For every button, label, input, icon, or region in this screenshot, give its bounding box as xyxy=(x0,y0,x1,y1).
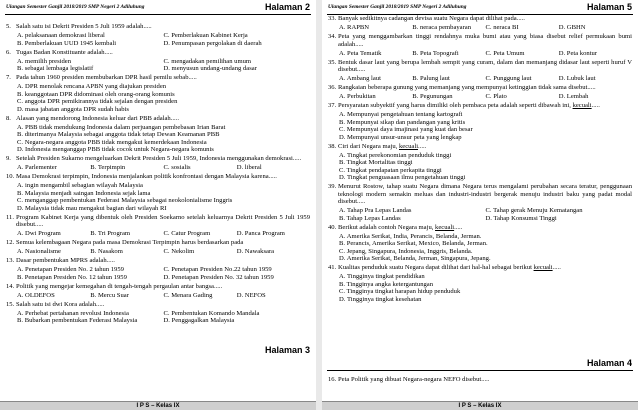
answer-option: C. Jepang, Singapura, Indonesia, Inggris, Belanda. xyxy=(339,247,473,255)
answer-option: B. Tri Program xyxy=(90,230,131,237)
answer-option: C. Menara Gading xyxy=(163,291,213,299)
question-text: Rangkaian beberapa gunung yang memanjang yang mempunyai ketinggian tidak sama disebut..... xyxy=(338,84,596,91)
answer-option: B. Penetapan Presiden No. 12 tahun 1959 xyxy=(17,273,127,281)
answer-options xyxy=(339,273,632,303)
answer-option: C. mengadakan pemilihan umum xyxy=(163,57,252,65)
left-footer: I P S – Kelas IX xyxy=(0,401,316,410)
answer-options xyxy=(17,124,310,154)
answer-option: C. Tingkat pendapatan perkapita tinggi xyxy=(339,166,442,174)
answer-options xyxy=(17,164,310,172)
question-text: Bentuk dasar laut yang berupa lembah sempit yang curam, dalam dan memanjang didasar laut seperti huruf V disebut..... xyxy=(338,58,632,73)
question-item xyxy=(6,239,310,247)
school-title: Ulangan Semester Ganjil 2018/2019 SMP Negeri 2 Adiluhung xyxy=(328,4,467,10)
answer-option: A. Perhebat pertahanan revolusi Indonesia xyxy=(17,309,129,317)
question-text: Alasan yang mendorong Indonesia keluar dari PBB adalah..... xyxy=(16,114,179,122)
answer-option: C. anggota DPR pemikirannya tidak sejalan dengan presiden xyxy=(17,98,178,105)
question-number: 38. xyxy=(328,142,337,150)
answer-options xyxy=(17,248,310,256)
answer-options xyxy=(17,32,310,47)
answer-option: B. diterimanya Malaysia sebagai anggota tidak tetap Dewan Keamanan PBB xyxy=(17,131,220,138)
answer-option: D. Lembah xyxy=(558,93,589,100)
page-number: Halaman 4 xyxy=(586,358,632,368)
answer-option: D. Malaysia tidak mau mengakui bagian dari wilayah RI xyxy=(17,204,167,212)
answer-option: D. Indonesia menganggap PBB tidak cocok untuk Negara-negara komunis xyxy=(17,146,214,153)
answer-option: A. Penetapan Presiden No. 2 tahun 1959 xyxy=(17,266,124,273)
answer-option: C. Tahap gerak Menuju Kematangan xyxy=(485,207,583,214)
answer-options xyxy=(17,58,310,73)
answer-option: D. menyusun undang-undang dasar xyxy=(163,65,257,72)
answer-option: C. Pemberlakuan Kabinet Kerja xyxy=(163,32,248,39)
answer-option: D. Lubuk laut xyxy=(558,75,596,82)
answer-option: A. Amerika Serikat, India, Perancis, Belanda, Jerman. xyxy=(339,232,482,240)
answer-option: C. neraca BI xyxy=(485,24,519,31)
answer-option: D. Nawaksara xyxy=(236,248,275,255)
question-item xyxy=(6,23,310,31)
question-number: 41. xyxy=(328,264,337,271)
right-page-header xyxy=(328,2,632,14)
question-item xyxy=(6,257,310,265)
answer-option: A. memilih presiden xyxy=(17,57,72,65)
answer-option: A. Tingkat perekonomian penduduk tinggi xyxy=(339,151,452,159)
question-item xyxy=(328,143,632,151)
answer-option: D. Tahap Konsumsi Tinggi xyxy=(485,214,557,222)
question-text: Persyaratan subyektif yang harus dimiliki oleh pembaca peta adalah seperti dibawah ini, kecuali..... xyxy=(338,102,600,109)
question-text: Politik yang mengejar kemegahan di tengah-tengah pergaulan antar bangsa..... xyxy=(16,282,223,290)
question-text: Masa Demokrasi terpimpin, Indonesia menjalankan politik konfrontasi dengan Malaysia karena..... xyxy=(16,173,277,180)
answer-option: C. Tingginya tingkat harapan hidup penduduk xyxy=(339,288,461,295)
answer-option: B. Peta Topografi xyxy=(412,49,459,57)
question-item xyxy=(328,102,632,110)
answer-option: D. Mempunyai unsur-unsur peta yang lengkap xyxy=(339,133,462,141)
answer-option: A. Peta Tematik xyxy=(339,49,382,57)
answer-option: A. OLDEFOS xyxy=(17,291,55,299)
question-text: Peta Politik yang dibuat Negara-negara NEFO disebut..... xyxy=(338,376,490,383)
answer-option: D. Penetapan Presiden No. 32 tahun 1959 xyxy=(163,273,274,281)
question-item xyxy=(328,183,632,206)
answer-option: C. Catur Program xyxy=(163,230,211,237)
answer-option: B. Tahap Lepas Landas xyxy=(339,214,401,222)
right-lower-header xyxy=(328,358,632,370)
question-number: 13. xyxy=(6,257,15,264)
right-question-list xyxy=(328,15,632,345)
answer-option: B. Mempunyai sikap dan pandangan yang kritis xyxy=(339,118,466,126)
school-title: Ulangan Semester Ganjil 2018/2019 SMP Negeri 2 Adiluhung xyxy=(6,4,145,10)
answer-option: B. Terpimpin xyxy=(90,164,126,171)
right-page xyxy=(322,0,638,410)
question-number: 37. xyxy=(328,102,337,109)
left-page xyxy=(0,0,316,410)
answer-option: A. Parlementer xyxy=(17,164,57,171)
answer-option: A. Nasionalisme xyxy=(17,248,61,255)
question-item xyxy=(6,283,310,291)
answer-option: A. Tahap Pra Lepas Landas xyxy=(339,207,412,214)
question-item xyxy=(328,33,632,48)
question-text: Dasar pembentukan MPRS adalah..... xyxy=(16,257,115,264)
question-number: 6. xyxy=(6,48,11,56)
question-number: 9. xyxy=(6,155,11,162)
question-item xyxy=(6,155,310,163)
page-number: Halaman 5 xyxy=(586,2,632,12)
answer-option: B. Tingginya angka ketergantungan xyxy=(339,280,434,288)
question-item xyxy=(6,74,310,82)
answer-options xyxy=(17,83,310,113)
answer-options xyxy=(17,182,310,212)
answer-option: A. RAPBN xyxy=(339,24,370,31)
answer-option: A. pelaksanaan demokrasi liberal xyxy=(17,32,105,39)
question-number: 12. xyxy=(6,239,15,246)
answer-option: C. sosialis xyxy=(163,164,191,171)
answer-option: A. Ambang laut xyxy=(339,75,381,82)
answer-option: D. Tingginya tingkat kesehatan xyxy=(339,295,422,303)
answer-option: C. Penetapan Presiden No.22 tahun 1959 xyxy=(163,266,272,273)
answer-option: C. Punggung laut xyxy=(485,75,532,82)
question-number: 16. xyxy=(328,376,337,383)
answer-option: A. DPR menolak rencana APBN yang diajukan presiden xyxy=(17,83,167,90)
left-question-list xyxy=(6,23,310,341)
answer-options xyxy=(339,233,632,263)
answer-option: D. Penggagalkan Malaysia xyxy=(163,317,235,324)
question-item xyxy=(328,59,632,74)
answer-option: A. ingin mengambil sebagian wilayah Malaysia xyxy=(17,182,143,189)
answer-options xyxy=(339,75,632,83)
emphasis-kecuali: kecuali xyxy=(572,102,592,109)
question-item xyxy=(6,115,310,123)
question-number: 14. xyxy=(6,282,15,290)
question-text: Peta yang menggambarkan tinggi rendahnya muka bumi atau yang biasa disebut relief permukaan bumi adalah..... xyxy=(338,33,632,48)
emphasis-kecuali: kecuali xyxy=(435,223,455,231)
answer-option: B. Tingkat Mortalitas tinggi xyxy=(339,159,413,166)
answer-option: D. GBHN xyxy=(558,24,586,31)
answer-option: B. Mercu Suar xyxy=(90,291,129,299)
question-text: Pada tahun 1960 presiden membubarkan DPR hasil pemilu sebab..... xyxy=(16,74,197,81)
right-question-list-continued xyxy=(328,376,632,385)
answer-options xyxy=(17,292,310,300)
answer-option: D. Penumpasan pergolakan di daerah xyxy=(163,39,262,47)
question-text: Tugas Badan Konstituante adalah..... xyxy=(16,48,113,56)
header-rule xyxy=(5,14,311,15)
answer-option: C. Nekolim xyxy=(163,248,195,255)
answer-option: B. Palung laut xyxy=(412,75,450,82)
answer-options xyxy=(339,93,632,101)
answer-option: B. Nasakom xyxy=(90,248,123,255)
emphasis-kecuali: kecuali xyxy=(533,264,553,271)
answer-option: A. Dwi Program xyxy=(17,230,61,237)
question-number: 10. xyxy=(6,173,15,180)
question-number: 35. xyxy=(328,58,337,66)
question-text: Ciri dari Negara maju, kecuali..... xyxy=(338,142,427,150)
answer-option: B. Bubarkan pembentukan Federasi Malaysia xyxy=(17,317,138,324)
answer-options xyxy=(339,207,632,222)
answer-options xyxy=(17,230,310,238)
answer-option: A. PBB tidak mendukung Indonesia dalam perjuangan pembebasan Irian Barat xyxy=(17,123,226,131)
answer-option: A. Mempunyai pengetahuan tentang kartografi xyxy=(339,111,463,118)
question-number: 15. xyxy=(6,300,15,308)
page-number: Halaman 3 xyxy=(264,345,310,355)
question-item xyxy=(328,84,632,92)
question-item xyxy=(328,264,632,272)
answer-option: D. Peta kontur xyxy=(558,49,598,57)
right-footer: I P S – Kelas IX xyxy=(322,401,638,410)
question-text: Menurut Rostow, tahap suatu Negara dimana Negara terus mengalami perubahan secara teratur, penggunaan teknologi modern semakin meluas dan industri-industri bergerak menuju industri baku yang padat modal disebut..... xyxy=(338,183,632,205)
answer-option: D. Tingkat penguasaan ilmu pengetahuan tinggi xyxy=(339,174,466,181)
answer-option: D. Panca Program xyxy=(236,230,285,237)
question-number: 39. xyxy=(328,183,337,190)
answer-option: B. Pegunungan xyxy=(412,93,453,100)
answer-options xyxy=(17,266,310,281)
lower-rule xyxy=(327,370,633,371)
question-number: 8. xyxy=(6,114,11,122)
page-number: Halaman 2 xyxy=(264,2,310,12)
answer-option: C. Pembentukan Komando Mandala xyxy=(163,309,260,317)
answer-option: B. keanggotaan DPR didominasi oleh orang-orang komunis xyxy=(17,90,175,98)
answer-option: A. Tingginya tingkat pendidikan xyxy=(339,273,425,280)
answer-options xyxy=(339,50,632,58)
question-number: 36. xyxy=(328,84,337,91)
question-text: Salah satu isi Dekrit Presiden 5 Juli 1959 adalah..... xyxy=(16,23,152,30)
question-item xyxy=(328,376,632,384)
question-number: 33. xyxy=(328,15,337,22)
answer-option: C. Mempunyai daya imajinasi yang kuat dan besar xyxy=(339,126,473,133)
question-number: 34. xyxy=(328,33,337,40)
question-item xyxy=(6,214,310,229)
answer-option: C. Negara-negara anggota PBB tidak mengakui kemerdekaan Indonesia xyxy=(17,138,207,146)
answer-options xyxy=(339,111,632,141)
question-text: Banyak sedikitnya cadangan devisa suatu Negara dapat dilihat pada..... xyxy=(338,15,525,22)
question-number: 40. xyxy=(328,223,337,231)
answer-option: C. Peta Umum xyxy=(485,49,525,57)
answer-option: B. sebagai lembaga legislatif xyxy=(17,65,94,72)
answer-options xyxy=(339,152,632,182)
question-item xyxy=(328,15,632,23)
answer-option: B. neraca pembayaran xyxy=(412,24,472,31)
left-page-header xyxy=(6,2,310,14)
answer-options xyxy=(17,310,310,325)
answer-option: C. Plato xyxy=(485,93,507,100)
question-item xyxy=(6,173,310,181)
question-number: 5. xyxy=(6,23,11,30)
question-text: Setelah Presiden Sukarno mengeluarkan Dekrit Presiden 5 Juli 1959, Indonesia menggunakan demokrasi..... xyxy=(16,155,302,162)
answer-option: C. menganggap pembentukan Federasi Malaysia sebagai neokolonialisme Inggris xyxy=(17,197,233,204)
answer-option: B. Pemberlakuan UUD 1945 kembali xyxy=(17,39,117,47)
question-item xyxy=(328,224,632,232)
answer-option: A. Perbukitan xyxy=(339,93,376,100)
question-text: Berikut adalah contoh Negara maju, kecuali..... xyxy=(338,223,463,231)
emphasis-kecuali: kecuali xyxy=(398,142,419,150)
answer-option: D. NEFOS xyxy=(236,291,266,299)
question-text: Salah satu isi dwi Kora adalah..... xyxy=(16,300,105,308)
answer-option: B. Malaysia menjadi saingan Indonesia sejak lama xyxy=(17,189,151,197)
answer-option: D. Amerika Serikat, Belanda, Jerman, Singapura, Jepang. xyxy=(339,255,491,262)
question-text: Program Kabinet Kerja yang dibentuk oleh Presiden Soekarno setelah keluarnya Dekrit Presiden 5 Juli 1959 disebut..... xyxy=(16,213,310,228)
answer-option: D. liberal xyxy=(236,164,262,171)
question-text: Semua kelembagaan Negara pada masa Demokrasi Terpimpin harus berdasarkan pada xyxy=(16,239,244,246)
question-number: 11. xyxy=(6,213,14,221)
question-item xyxy=(6,49,310,57)
left-lower-header xyxy=(6,345,310,357)
answer-option: B. Perancis, Amerika Serikat, Mexico, Belanda, Jerman. xyxy=(339,240,488,247)
answer-options xyxy=(339,24,632,32)
question-text: Kualitas penduduk suatu Negara dapat dilihat dari hal-hal sebagai berikut kecuali..... xyxy=(338,264,561,271)
question-item xyxy=(6,301,310,309)
question-number: 7. xyxy=(6,74,11,81)
answer-option: D. masa jabatan anggota DPR sudah habis xyxy=(17,105,129,113)
